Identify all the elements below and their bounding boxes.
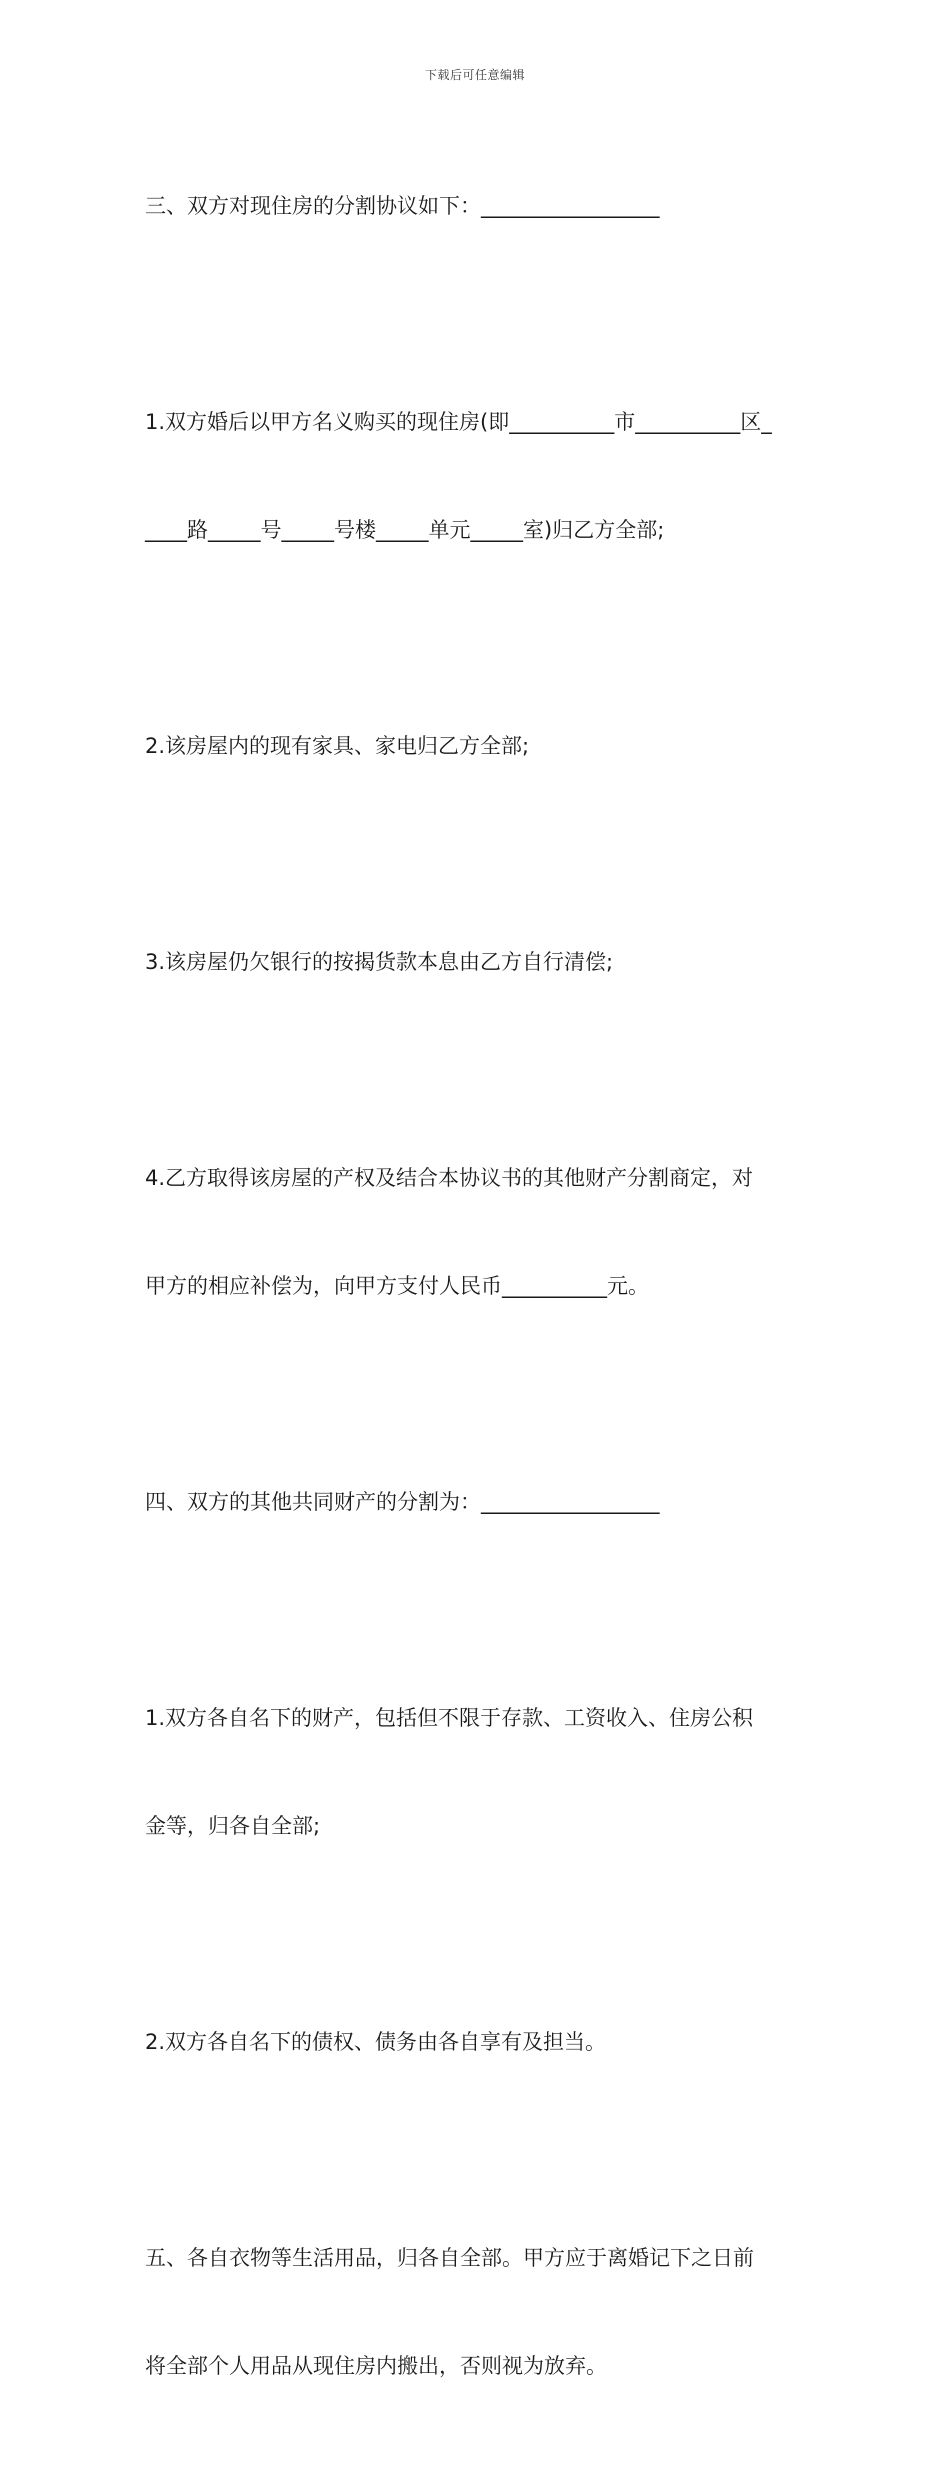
clause-4-1 (145, 1628, 810, 1916)
text-line: 四、双方的其他共同财产的分割为：_________________ (145, 1490, 660, 1514)
text-line: ____路_____号_____号楼_____单元_____室)归乙方全部; (145, 518, 665, 542)
text-line: 2.该房屋内的现有家具、家电归乙方全部; (145, 734, 530, 758)
text-line: 4.乙方取得该房屋的产权及结合本协议书的其他财产分割商定，对 (145, 1166, 754, 1190)
clause-3-1 (145, 332, 810, 620)
text-line: 五、各自衣物等生活用品，归各自全部。甲方应于离婚记下之日前 (145, 2246, 754, 2270)
clause-4-2 (145, 1952, 810, 2132)
text-line: 1.双方各自名下的财产，包括但不限于存款、工资收入、住房公积 (145, 1706, 754, 1730)
text-line: 甲方的相应补偿为，向甲方支付人民币__________元。 (145, 1274, 649, 1298)
text-line: 金等，归各自全部; (145, 1814, 321, 1838)
clause-3-2 (145, 656, 810, 836)
section-4-heading (145, 1412, 810, 1592)
page-header: 下载后可任意编辑 (424, 68, 525, 82)
text-line: 3.该房屋仍欠银行的按揭货款本息由乙方自行清偿; (145, 950, 614, 974)
document-body (145, 116, 810, 2492)
text-line: 1.双方婚后以甲方名义购买的现住房(即__________市__________区_ (145, 410, 772, 434)
section-5-paragraph (145, 2168, 810, 2456)
text-line: 将全部个人用品从现住房内搬出，否则视为放弃。 (145, 2354, 607, 2378)
text-line: 三、双方对现住房的分割协议如下：_________________ (145, 194, 660, 218)
clause-3-4 (145, 1088, 810, 1376)
clause-3-3 (145, 872, 810, 1052)
text-line: 2.双方各自名下的债权、债务由各自享有及担当。 (145, 2030, 607, 2054)
section-3-heading (145, 116, 810, 296)
